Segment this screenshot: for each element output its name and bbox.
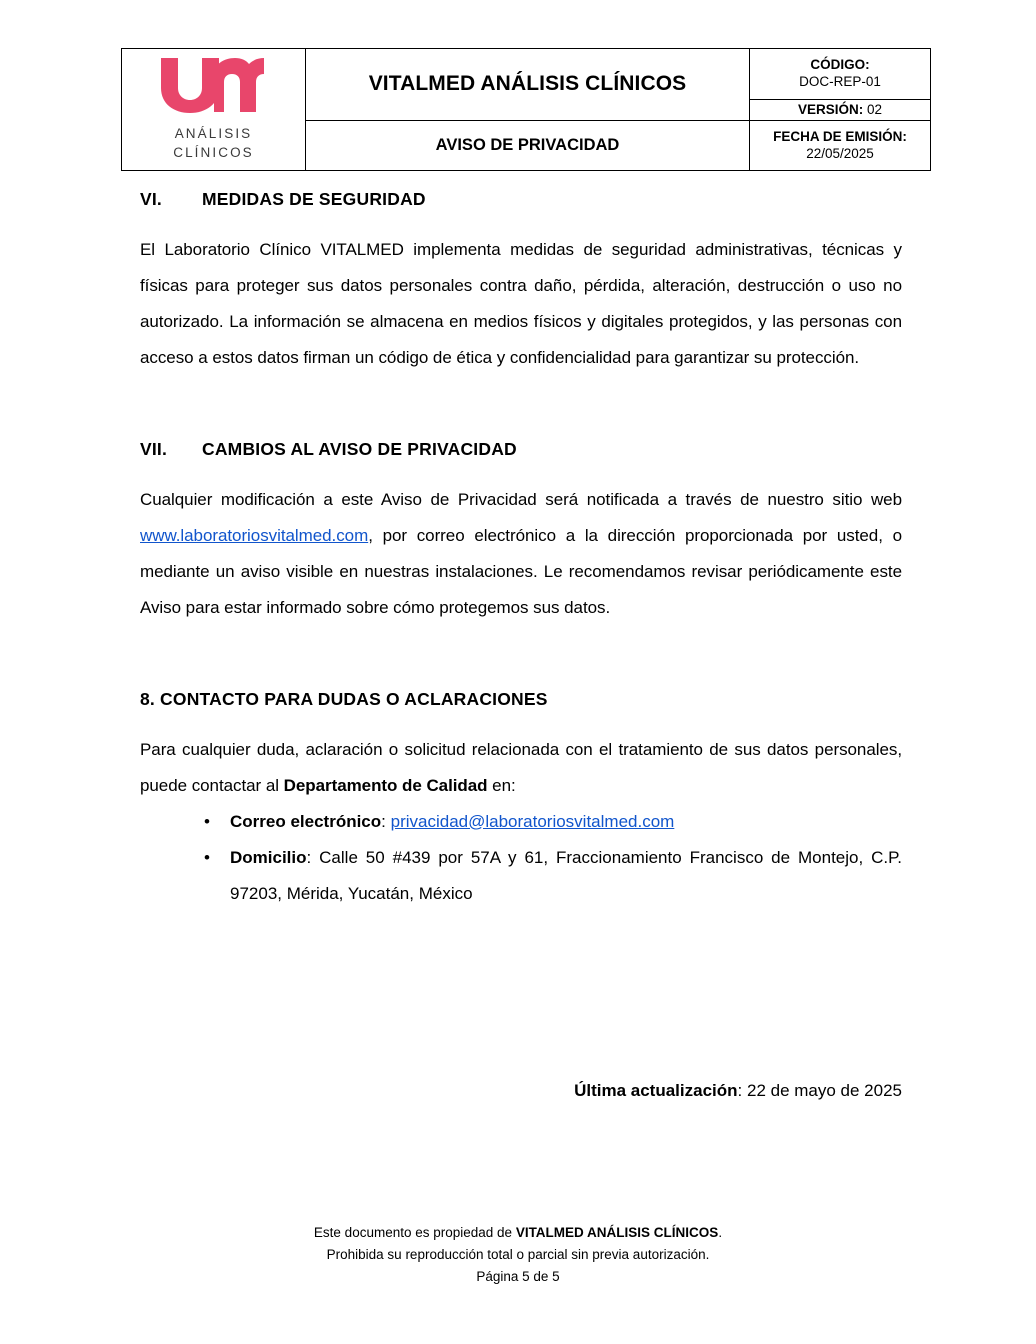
last-update-label: Última actualización <box>574 1081 738 1100</box>
paragraph-cambios-part1: Cualquier modificación a este Aviso de Privacidad será notificada a través de nuestro sitio web <box>140 489 902 509</box>
contact-separator-correo: : <box>381 811 391 831</box>
document-footer <box>0 1222 1036 1288</box>
version-value: 02 <box>867 101 883 117</box>
footer-page-number: Página 5 de 5 <box>476 1268 560 1284</box>
heading-numeral-vi: VI. <box>140 189 162 209</box>
last-update-separator: : <box>737 1081 747 1100</box>
fecha-cell <box>750 120 931 171</box>
list-item-domicilio <box>200 840 902 912</box>
fecha-value: 22/05/2025 <box>806 146 874 161</box>
list-item-correo <box>200 804 902 840</box>
codigo-label: CÓDIGO: <box>810 57 870 73</box>
company-title: VITALMED ANÁLISIS CLÍNICOS <box>306 49 750 121</box>
website-link[interactable]: www.laboratoriosvitalmed.com <box>140 525 369 545</box>
footer-company-name: VITALMED ANÁLISIS CLÍNICOS <box>515 1225 719 1240</box>
departamento-calidad-bold: Departamento de Calidad <box>283 775 488 795</box>
contact-list <box>140 804 902 912</box>
paragraph-contacto-part2: en: <box>487 775 516 795</box>
footer-line1-part1: Este documento es propiedad de <box>313 1225 516 1240</box>
last-update-line <box>140 1078 902 1104</box>
heading-medidas-seguridad <box>140 188 902 211</box>
heading-numeral-vii: VII. <box>140 438 168 459</box>
email-link[interactable]: privacidad@laboratoriosvitalmed.com <box>390 811 675 831</box>
contact-label-domicilio: Domicilio <box>230 847 307 867</box>
fecha-label: FECHA DE EMISIÓN: <box>773 128 907 144</box>
heading-text-vii: CAMBIOS AL AVISO DE PRIVACIDAD <box>202 438 517 459</box>
paragraph-cambios-aviso <box>140 482 902 626</box>
contact-separator-domicilio: : <box>306 847 320 867</box>
version-label: VERSIÓN: <box>797 101 864 117</box>
logo-subtitle-line-2: CLÍNICOS <box>173 145 254 161</box>
heading-text-vi: MEDIDAS DE SEGURIDAD <box>202 189 426 209</box>
footer-line-2: Prohibida su reproducción total o parcial sin previa autorización. <box>326 1246 710 1262</box>
last-update-value: 22 de mayo de 2025 <box>746 1081 902 1100</box>
contact-value-domicilio: Calle 50 #439 por 57A y 61, Fraccionamiento Francisco de Montejo, C.P. 97203, Mérida, Yucatán, México <box>230 847 902 903</box>
heading-cambios-aviso <box>140 438 902 461</box>
paragraph-contacto-part1: Para cualquier duda, aclaración o solicitud relacionada con el tratamiento de sus datos personales, puede contactar al <box>140 739 902 795</box>
footer-line-1 <box>0 1222 1036 1244</box>
logo-subtitle-line-1: ANÁLISIS <box>174 126 253 141</box>
heading-contacto: 8. CONTACTO PARA DUDAS O ACLARACIONES <box>140 688 548 709</box>
document-body <box>140 188 902 912</box>
logo-subtitle <box>173 124 254 162</box>
contact-label-correo: Correo electrónico <box>230 811 382 831</box>
paragraph-contacto <box>140 732 902 804</box>
document-title: AVISO DE PRIVACIDAD <box>306 120 750 171</box>
paragraph-medidas-seguridad: El Laboratorio Clínico VITALMED implementa medidas de seguridad administrativas, técnicas y físicas para proteger sus datos personales contra daño, pérdida, alteración, destrucción o uso no autorizado. La información se almacena en medios físicos y digitales protegidos, y las personas con acceso a estos datos firman un código de ética y confidencialidad para garantizar su protección. <box>140 239 902 367</box>
document-header-table <box>121 48 931 171</box>
paragraph-cambios-part2: , por correo electrónico a la dirección proporcionada por usted, o mediante un aviso visible en nuestras instalaciones. Le recomendamos revisar periódicamente este Aviso para estar informado sobre cómo protegemos sus datos. <box>140 525 902 617</box>
brand-logo <box>126 55 301 162</box>
footer-line1-part2: . <box>718 1225 723 1240</box>
vm-logo-icon <box>158 55 270 113</box>
logo-cell <box>122 49 306 171</box>
codigo-cell <box>750 49 931 100</box>
codigo-value: DOC-REP-01 <box>799 74 881 90</box>
version-cell <box>750 99 931 120</box>
